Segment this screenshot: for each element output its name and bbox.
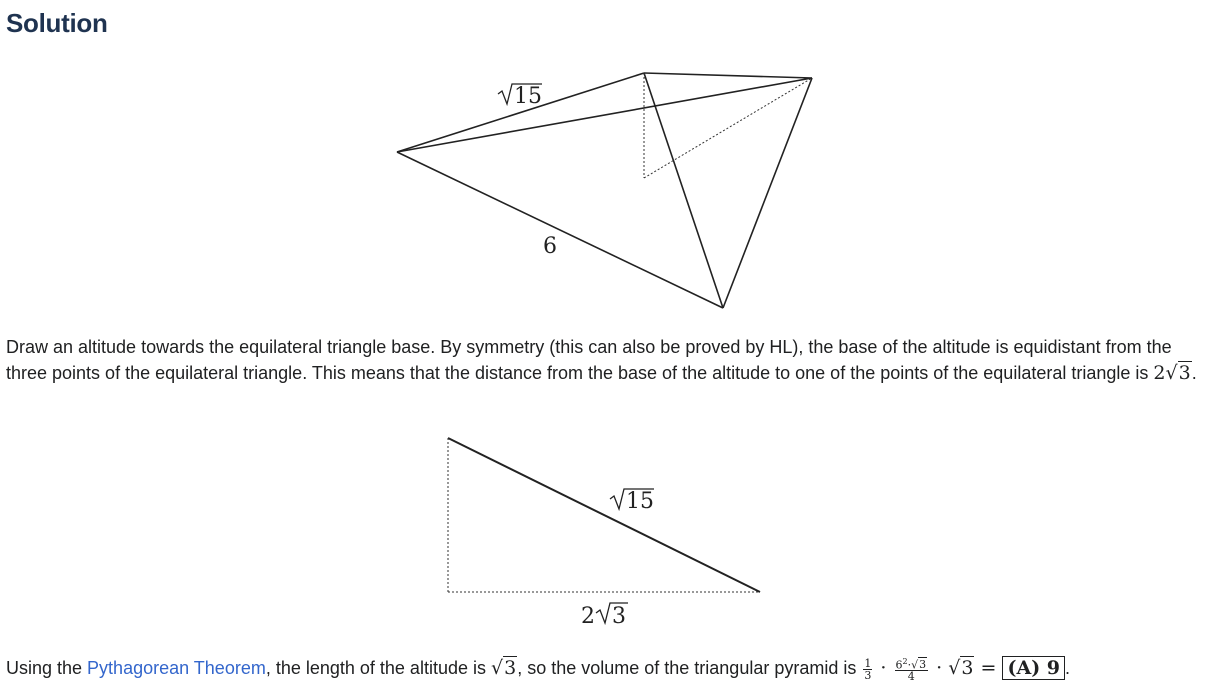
edge-right-bottom <box>723 78 812 308</box>
paragraph-volume <box>6 655 1206 682</box>
label-sqrt15 <box>498 84 542 109</box>
edge-top-bottom <box>644 73 723 308</box>
edge-left-bottom <box>397 152 723 308</box>
svg-text:15: 15 <box>626 489 654 514</box>
label-sqrt15-hyp <box>610 489 654 514</box>
label-six: 6 <box>543 234 557 259</box>
hypotenuse <box>448 438 760 592</box>
section-heading: Solution <box>6 8 108 38</box>
right-triangle-figure <box>440 430 770 630</box>
edge-left-right <box>397 78 812 152</box>
fraction-area: $\frac{6^2\cdot√3}{4}$ <box>895 656 927 684</box>
answer-box: (A) 9 <box>1002 656 1065 680</box>
volume-text-c: , so the volume of the triangular pyramid is <box>517 658 862 678</box>
pythagorean-theorem-link[interactable]: Pythagorean Theorem <box>87 658 266 678</box>
fraction-one-third: $\frac{1}{3}$ <box>864 656 872 682</box>
edge-top-right <box>644 73 812 78</box>
paragraph-altitude-end: . <box>1191 363 1197 383</box>
paragraph-altitude-text: Draw an altitude towards the equilateral triangle base. By symmetry (this can also be proved by HL), the base of the altitude is equidistant from the three points of the equilateral triangle. This means that the distance from the base of the altitude to one of the points of the equilateral triangle is <box>6 337 1172 383</box>
paragraph-altitude <box>6 334 1206 386</box>
volume-text-a: Using the <box>6 658 88 678</box>
math-volume-expression: $\frac{1}{3}$ · $\frac{6^2\cdot√3}{4}$ · √3 = (A) 9 <box>861 657 1065 679</box>
label-two-root-three <box>581 603 628 629</box>
volume-text-end: . <box>1065 658 1071 678</box>
pyramid-figure <box>380 60 830 320</box>
math-root-three: √3 <box>490 657 517 679</box>
math-two-root-three: 2√3 <box>1153 362 1191 384</box>
svg-text:3: 3 <box>612 604 626 629</box>
svg-text:2: 2 <box>581 604 595 629</box>
svg-text:15: 15 <box>514 84 542 109</box>
volume-text-b: , the length of the altitude is <box>265 658 491 678</box>
